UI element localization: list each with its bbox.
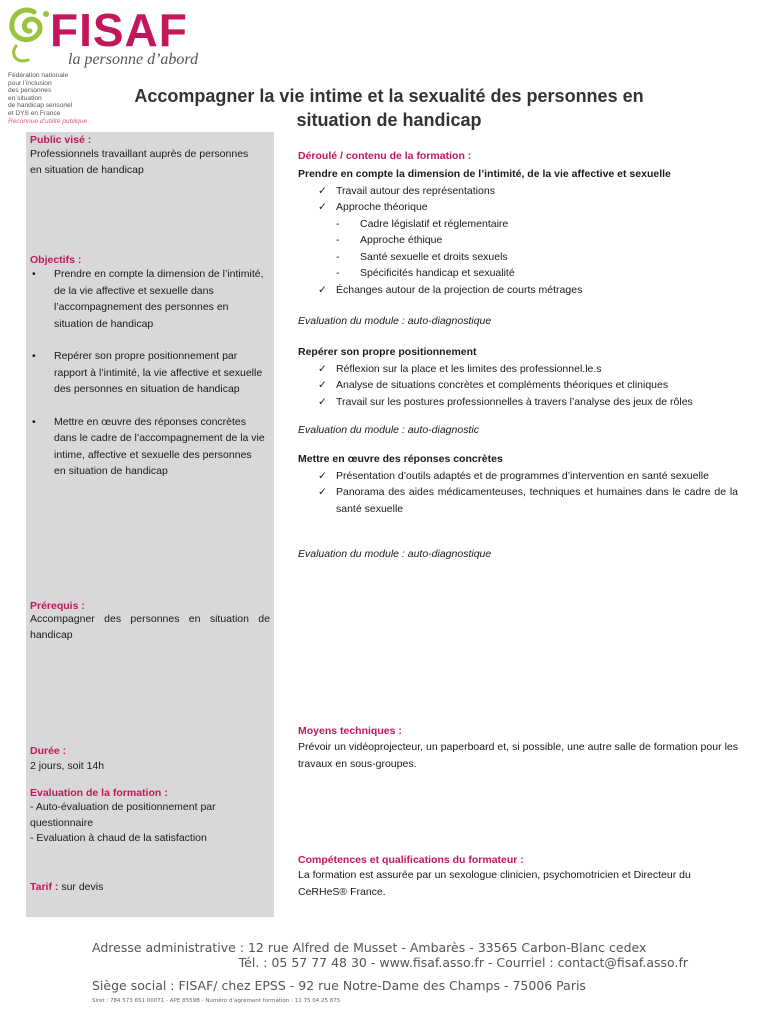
module-2-evaluation: Evaluation du module : auto-diagnostic	[298, 424, 479, 436]
page-footer	[92, 940, 692, 1005]
tarif-row	[30, 880, 230, 896]
competences-text: La formation est assurée par un sexologue clinicien, psychomotricien et Directeur du CeRHeS® France.	[298, 869, 691, 898]
module-1-list-end	[298, 282, 738, 299]
module-3	[298, 451, 738, 517]
module-3-evaluation: Evaluation du module : auto-diagnostique	[298, 548, 492, 560]
fisaf-logo	[6, 2, 236, 72]
module-1-item: ✓ Travail autour des représentations	[298, 183, 738, 200]
objectif-item: • Prendre en compte la dimension de l’intimité, de la vie affective et sexuelle dans l’accompagnement des personnes en situation de handicap	[30, 266, 266, 332]
module-1-subitem: - Approche éthique	[298, 232, 738, 249]
check-icon: ✓	[318, 469, 327, 482]
objectif-item: • Mettre en œuvre des réponses concrètes dans le cadre de l’accompagnement de la vie intime, affective et sexuelle des personnes en situation de handicap	[30, 414, 266, 480]
prerequis-label: Prérequis :	[30, 600, 85, 612]
check-icon: ✓	[318, 201, 327, 213]
prerequis-text: Accompagner des personnes en situation de handicap	[30, 613, 270, 641]
dash-icon: -	[336, 250, 340, 263]
evaluation-lines	[30, 800, 258, 847]
fisaf-logo-graphic	[6, 2, 236, 72]
logo-wordmark: FISAF	[50, 4, 188, 56]
module-1-subitem: - Spécificités handicap et sexualité	[298, 265, 738, 282]
title-line-2: situation de handicap	[296, 110, 482, 130]
moyens-label: Moyens techniques :	[298, 725, 402, 737]
duree-text: 2 jours, soit 14h	[30, 760, 105, 772]
check-icon: ✓	[318, 184, 327, 197]
module-2-item: ✓ Travail sur les postures professionnelles à travers l’analyse des jeux de rôles	[298, 394, 738, 411]
module-3-list	[298, 468, 738, 518]
module-1-subitem: - Santé sexuelle et droits sexuels	[298, 249, 738, 266]
module-1-sublist	[298, 216, 738, 282]
objectifs-list	[30, 266, 266, 480]
check-icon: ✓	[318, 379, 327, 391]
footer-contact: Tél. : 05 57 77 48 30 - www.fisaf.asso.fr - Courriel : contact@fisaf.asso.fr	[238, 955, 688, 970]
federation-line: de handicap sensoriel	[8, 102, 73, 110]
footer-legal: Siret : 784 573 651 00071 - APE 8559B - Numéro d’agrément formation : 11 75 04 25 875	[92, 998, 341, 1004]
federation-line: Fédération nationale	[8, 72, 69, 79]
competences-label: Compétences et qualifications du formateur :	[298, 854, 524, 866]
public-label: Public visé :	[30, 134, 92, 146]
footer-address: Adresse administrative : 12 rue Alfred de Musset - Ambarès - 33565 Carbon-Blanc cedex	[92, 940, 647, 955]
module-1-subitem: - Cadre législatif et réglementaire	[298, 216, 738, 233]
tarif-text: sur devis	[61, 881, 104, 893]
module-2-list	[298, 361, 738, 411]
duree-label: Durée :	[30, 745, 67, 757]
module-1-title: Prendre en compte la dimension de l’intimité, de la vie affective et sexuelle	[298, 168, 671, 180]
moyens-text: Prévoir un vidéoprojecteur, un paperboard et, si possible, une autre salle de formation pour les travaux en sous-groupes.	[298, 741, 738, 770]
evaluation-label: Evaluation de la formation :	[30, 787, 168, 799]
module-2-title: Repérer son propre positionnement	[298, 346, 477, 358]
federation-line: et DYS en France	[8, 109, 61, 117]
check-icon: ✓	[318, 362, 327, 375]
check-icon: ✓	[318, 486, 327, 498]
module-2	[298, 344, 738, 410]
federation-recognition: Reconnue d’utilité publique	[8, 117, 88, 125]
check-icon: ✓	[318, 283, 327, 296]
dash-icon: -	[336, 217, 340, 230]
objectifs-label: Objectifs :	[30, 254, 82, 266]
federation-info	[8, 72, 100, 125]
module-1-item: ✓ Approche théorique	[298, 199, 738, 216]
module-1-evaluation: Evaluation du module : auto-diagnostique	[298, 315, 492, 327]
module-2-item: ✓ Analyse de situations concrètes et compléments théoriques et cliniques	[298, 377, 738, 394]
footer-siege: Siège social : FISAF/ chez EPSS - 92 rue Notre-Dame des Champs - 75006 Paris	[92, 978, 586, 993]
evaluation-line: - Evaluation à chaud de la satisfaction	[30, 832, 207, 844]
module-1	[298, 166, 738, 298]
federation-line: en situation	[8, 94, 42, 102]
evaluation-line: - Auto-évaluation de positionnement par questionnaire	[30, 801, 216, 829]
module-2-item: ✓ Réflexion sur la place et les limites des professionnel.le.s	[298, 361, 738, 378]
dash-icon: -	[336, 234, 340, 246]
module-1-list	[298, 183, 738, 216]
logo-tagline: la personne d’abord	[68, 51, 199, 68]
check-icon: ✓	[318, 395, 327, 408]
deroule-label: Déroulé / contenu de la formation :	[298, 150, 472, 162]
module-3-title: Mettre en œuvre des réponses concrètes	[298, 453, 503, 465]
dash-icon: -	[336, 267, 340, 279]
federation-line: pour l’inclusion	[8, 79, 52, 87]
public-text: Professionnels travaillant auprès de personnes en situation de handicap	[30, 148, 249, 176]
page-title	[96, 84, 682, 132]
module-3-item: ✓ Présentation d’outils adaptés et de programmes d’intervention en santé sexuelle	[298, 468, 738, 485]
federation-line: des personnes	[8, 87, 52, 95]
tarif-label: Tarif :	[30, 881, 59, 893]
module-1-item: ✓ Échanges autour de la projection de courts métrages	[298, 282, 738, 299]
module-3-item: ✓ Panorama des aides médicamenteuses, techniques et humaines dans le cadre de la santé sexuelle	[318, 486, 738, 515]
title-line-1: Accompagner la vie intime et la sexualité des personnes en	[134, 86, 644, 106]
objectif-item: • Repérer son propre positionnement par rapport à l’intimité, la vie affective et sexuelle des personnes en situation de handicap	[30, 348, 266, 398]
